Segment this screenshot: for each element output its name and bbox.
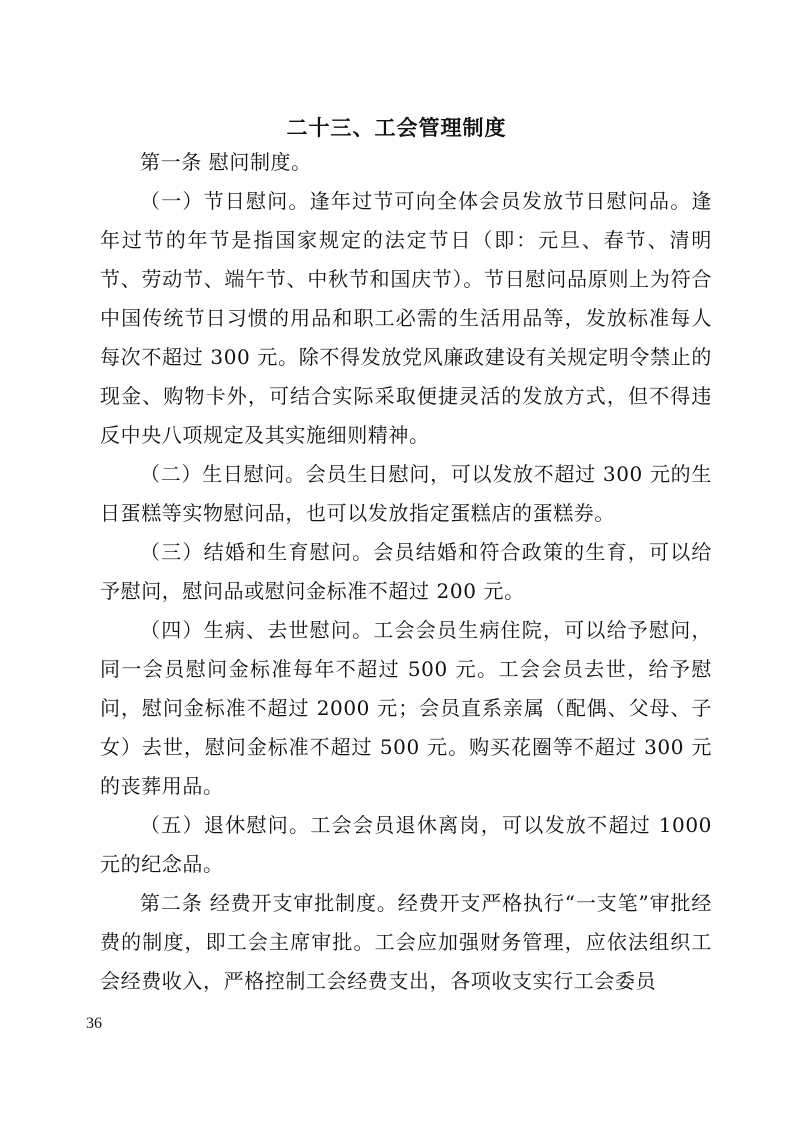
article-2-paragraph: 第二条 经费开支审批制度。经费开支严格执行“一支笔”审批经费的制度，即工会主席审批。工会应加强财务管理，应依法组织工会经费收入，严格控制工会经费支出，各项收支实行工会委员 (100, 891, 712, 993)
illness-death-condolence-paragraph: （四）生病、去世慰问。工会会员生病住院，可以给予慰问，同一会员慰问金标准每年不超过 500 元。工会会员去世，给予慰问，慰问金标准不超过 2000 元；会员直系亲属（配偶、父母、子女）去世，慰问金标准不超过 500 元。购买花圈等不超过 300 元的丧葬用品。 (100, 618, 712, 798)
birthday-condolence-paragraph: （二）生日慰问。会员生日慰问，可以发放不超过 300 元的生日蛋糕等实物慰问品，也可以发放指定蛋糕店的蛋糕券。 (100, 462, 712, 525)
document-body (100, 143, 712, 1001)
marriage-birth-condolence-paragraph: （三）结婚和生育慰问。会员结婚和符合政策的生育，可以给予慰问，慰问品或慰问金标准不超过 200 元。 (100, 540, 712, 603)
article-1-heading: 第一条 慰问制度。 (140, 150, 312, 174)
document-title: 二十三、工会管理制度 (286, 116, 507, 140)
holiday-condolence-paragraph: （一）节日慰问。逢年过节可向全体会员发放节日慰问品。逢年过节的年节是指国家规定的法定节日（即：元旦、春节、清明节、劳动节、端午节、中秋节和国庆节）。节日慰问品原则上为符合中国传统节日习惯的用品和职工必需的生活用品等，发放标准每人每次不超过 300 元。除不得发放党风廉政建设有关规定明令禁止的现金、购物卡外，可结合实际采取便捷灵活的发放方式，但不得违反中央八项规定及其实施细则精神。 (100, 189, 712, 447)
page-number: 36 (86, 1015, 102, 1032)
retirement-condolence-paragraph: （五）退休慰问。工会会员退休离岗，可以发放不超过 1000 元的纪念品。 (100, 813, 712, 876)
